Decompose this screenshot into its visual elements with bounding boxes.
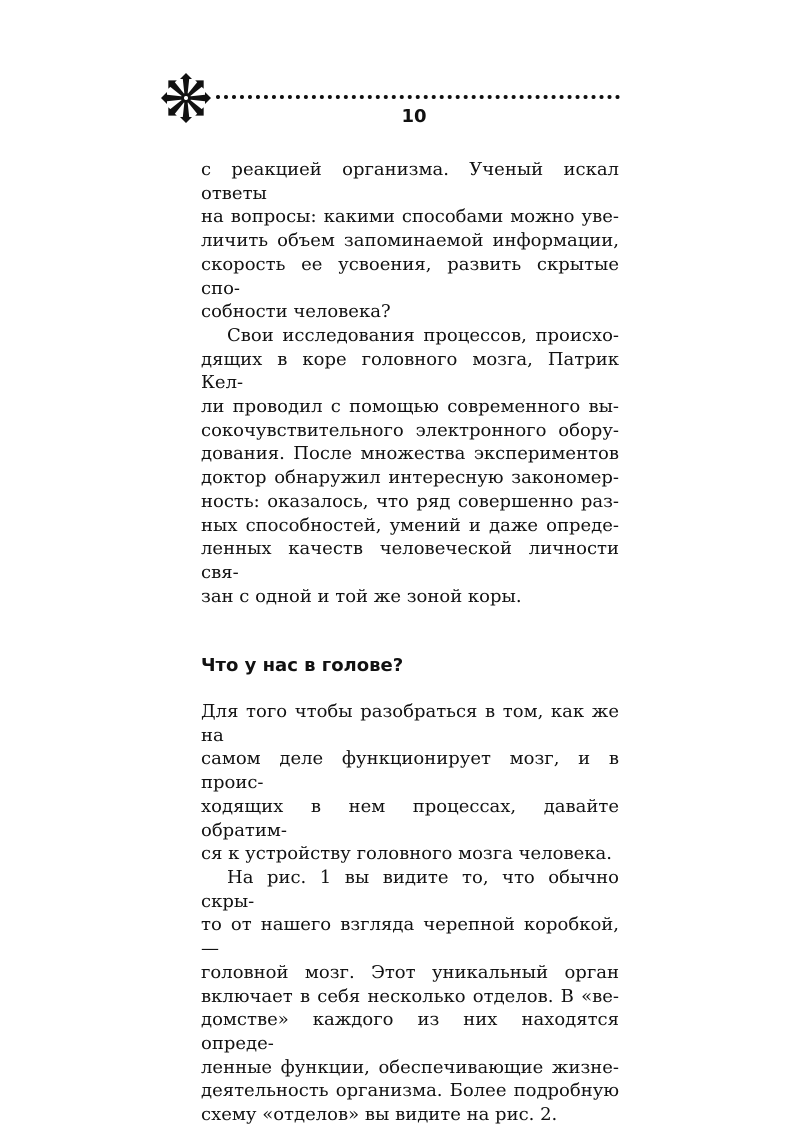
text-line: доктор обнаружил интересную закономер-	[201, 467, 619, 489]
text-line: головной мозг. Этот уникальный орган	[201, 961, 619, 983]
text-line: ходящих в нем процессах, давайте обратим-	[201, 795, 619, 841]
text-line: Свои исследования процессов, происхо-	[227, 324, 619, 346]
text-line: самом деле функционирует мозг, и в проис-	[201, 748, 619, 794]
paragraph	[201, 158, 619, 324]
text-line: Для того чтобы разобраться в том, как же на	[201, 701, 619, 746]
paragraph	[201, 866, 619, 1127]
text-line: схему «отделов» вы видите на рис. 2.	[201, 1104, 558, 1126]
text-line: деятельность организма. Более подробную	[201, 1080, 619, 1102]
text-line: дования. После множества экспериментов	[201, 443, 619, 465]
text-line: ных способностей, умений и даже опреде-	[201, 514, 619, 536]
text-line: то от нашего взгляда черепной коробкой, —	[201, 914, 619, 960]
text-line: ность: оказалось, что ряд совершенно раз-	[201, 490, 619, 512]
text-line: на вопросы: какими способами можно уве-	[201, 206, 619, 228]
dotted-rule	[216, 95, 620, 99]
text-line: ся к устройству головного мозга человека.	[201, 843, 612, 865]
text-line: домстве» каждого из них находятся опреде-	[201, 1009, 619, 1054]
text-line: включает в себя несколько отделов. В «ве-	[201, 985, 619, 1007]
text-line: ленных качеств человеческой личности свя-	[201, 538, 619, 583]
text-line: сокочувствительного электронного обору-	[201, 419, 619, 441]
text-line: собности человека?	[201, 301, 391, 323]
text-line: зан с одной и той же зоной коры.	[201, 585, 522, 607]
page-body	[201, 158, 619, 1127]
page-number: 10	[401, 106, 427, 127]
page-header	[160, 72, 620, 132]
section-heading: Что у нас в голове?	[201, 655, 404, 677]
text-line: ли проводил с помощью современного вы-	[201, 396, 619, 418]
text-line: На рис. 1 вы видите то, что обычно скры-	[201, 866, 619, 912]
text-line: личить объем запоминаемой информации,	[201, 230, 619, 252]
text-line: дящих в коре головного мозга, Патрик Кел-	[201, 348, 619, 394]
text-line: ленные функции, обеспечивающие жизне-	[201, 1056, 619, 1078]
paragraph	[201, 700, 619, 866]
text-line: скорость ее усвоения, развить скрытые спо-	[201, 253, 619, 299]
paragraph	[201, 324, 619, 608]
text-line: с реакцией организма. Ученый искал ответы	[201, 159, 619, 204]
